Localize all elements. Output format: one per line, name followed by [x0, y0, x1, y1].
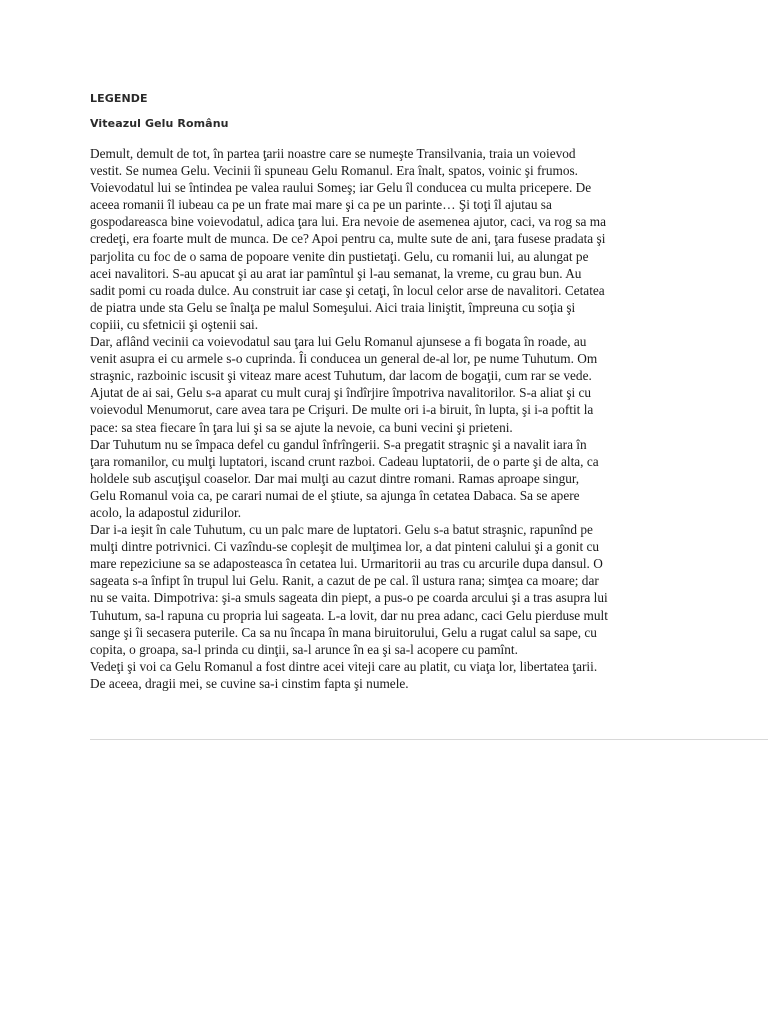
text-line: sageata s-a înfipt în trupul lui Gelu. Ranit, a cazut de pe cal. îl ustura rana; simţea ca moare; dar	[90, 573, 599, 589]
text-line: straşnic, razboinic iscusit şi viteaz mare acest Tuhutum, dar lacom de bogaţii, cum rar se vede.	[90, 368, 592, 384]
text-line: Dar Tuhutum nu se împaca defel cu gandul înfrîngerii. S-a pregatit straşnic şi a navalit iara în	[90, 436, 587, 452]
text-line: Tuhutum, sa-l rapuna cu propria lui sageata. L-a lovit, dar nu prea adanc, caci Gelu pierduse mult	[90, 607, 608, 623]
text-line: Vedeţi şi voi ca Gelu Romanul a fost dintre acei viteji care au platit, cu viaţa lor, libertatea ţarii.	[90, 658, 598, 674]
text-line: Ajutat de ai sai, Gelu s-a aparat cu mult curaj şi îndîrjire împotriva navalitorilor. S-a aliat şi cu	[90, 385, 592, 401]
text-line: acei navalitori. S-au apucat şi au arat iar pamîntul şi l-au semanat, la vreme, cu grau bun. Au	[90, 265, 582, 281]
text-line: credeţi, era foarte mult de munca. De ce? Apoi pentru ca, multe sute de ani, ţara fusese pradata şi	[90, 231, 606, 247]
text-line: Demult, demult de tot, în partea ţarii noastre care se numeşte Transilvania, traia un voievod	[90, 146, 576, 161]
story-body	[90, 145, 680, 692]
story-title: Viteazul Gelu Românu	[90, 117, 229, 130]
text-line: mare repeziciune sa se adaposteasca în cetatea lui. Urmaritorii au tras cu arcurile dupa dansul. O	[90, 556, 603, 572]
text-line: pace: sa stea fiecare în ţara lui şi sa se ajute la nevoie, ca buni vecini şi prieteni.	[90, 419, 513, 435]
text-line: copiii, cu sfetnicii şi oştenii sai.	[90, 316, 259, 332]
text-line: venit asupra ei cu armele s-o cuprinda. Îi conducea un general de-al lor, pe nume Tuhutum. Om	[90, 351, 598, 367]
document-heading: LEGENDE	[90, 92, 148, 105]
text-line: ţara romanilor, cu mulţi luptatori, iscand crunt razboi. Cadeau luptatorii, de o parte şi de alta, ca	[90, 453, 599, 469]
text-line: parjolita cu foc de o sama de popoare venite din pustietaţi. Gelu, cu romanii lui, au alungat pe	[90, 248, 589, 264]
text-line: gospodareasca bine voievodatul, adica ţara lui. Era nevoie de asemenea ajutor, caci, va rog sa ma	[90, 214, 606, 230]
text-line: Dar i-a ieşit în cale Tuhutum, cu un palc mare de luptatori. Gelu s-a batut straşnic, rapunînd pe	[90, 522, 593, 538]
text-line: Dar, aflând vecinii ca voievodatul sau ţara lui Gelu Romanul ajunsese a fi bogata în roade, au	[90, 334, 587, 350]
text-line: holdele sub ascuţişul coaselor. Dar mai mulţi au cazut dintre romani. Ramas aproape singur,	[90, 470, 580, 486]
document-page	[90, 92, 680, 692]
text-line: vestit. Se numea Gelu. Vecinii îi spuneau Gelu Romanul. Era înalt, spatos, voinic şi frumos.	[90, 163, 578, 179]
text-line: Gelu Romanul voia ca, pe carari numai de el ştiute, sa ajunga în cetatea Dabaca. Sa se apere	[90, 487, 580, 503]
text-line: nu se vaita. Dimpotriva: şi-a smuls sageata din piept, a pus-o pe coarda arcului şi a tras asupra lui	[90, 590, 608, 606]
text-line: de piatra unde sta Gelu se înalţa pe malul Someşului. Aici traia liniştit, împreuna cu soţia şi	[90, 299, 576, 315]
text-line: mulţi dintre potrivnici. Ci vazîndu-se copleşit de mulţimea lor, a dat pinteni calului şi a gonit cu	[90, 539, 600, 555]
text-line: copita, o groapa, sa-l prinda cu dinţii, sa-l arunce în ea şi sa-l acopere cu pamînt.	[90, 641, 518, 657]
text-line: aceea romanii îl iubeau ca pe un frate mai mare şi ca pe un parinte… Şi toţi îl ajutau sa	[90, 197, 552, 213]
text-line: sange şi îi secasera puterile. Ca sa nu încapa în mana biruitorului, Gelu a rugat calul sa sape, cu	[90, 624, 597, 640]
text-line: voievodul Menumorut, care avea tara pe Crişuri. De multe ori i-a biruit, în lupta, şi i-a poftit la	[90, 402, 594, 418]
page-divider	[90, 739, 768, 740]
text-line: Voievodatul lui se întindea pe valea raului Someş; iar Gelu îl conducea cu multa pricepere. De	[90, 180, 592, 196]
text-line: sadit pomi cu roada dulce. Au construit iar case şi cetaţi, în locul celor arse de navalitori. Cetatea	[90, 282, 605, 298]
text-line: acolo, la adapostul zidurilor.	[90, 504, 242, 520]
text-line: De aceea, dragii mei, se cuvine sa-i cinstim fapta şi numele.	[90, 675, 409, 691]
